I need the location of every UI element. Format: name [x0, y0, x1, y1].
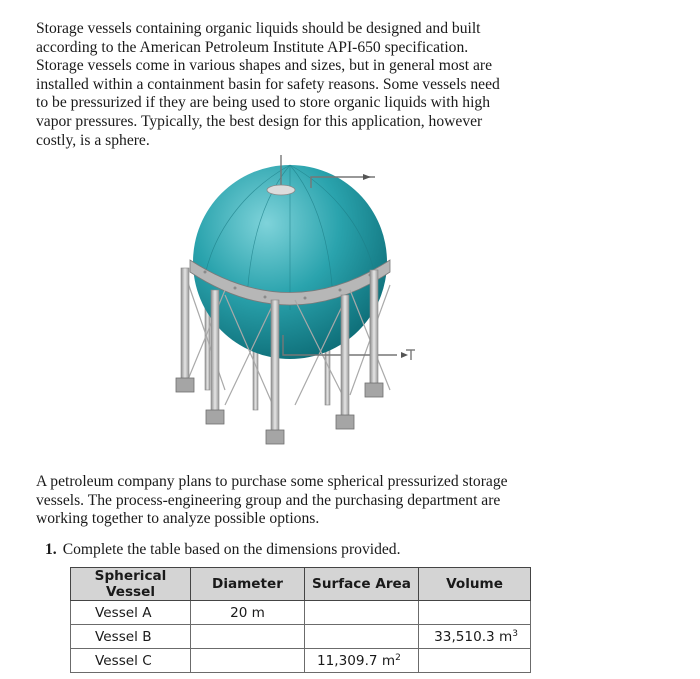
- intro-line: installed within a containment basin for safety reasons. Some vessels need: [36, 75, 500, 93]
- flow-arrow-icon: [363, 174, 371, 180]
- intro-line: costly, is a sphere.: [36, 131, 150, 149]
- cell-surface-area[interactable]: [305, 649, 419, 673]
- question: [45, 540, 401, 559]
- cell-diameter[interactable]: [191, 625, 305, 649]
- intro-line: according to the American Petroleum Institute API-650 specification.: [36, 38, 469, 56]
- cell-volume[interactable]: [419, 625, 531, 649]
- intro-line: to be pressurized if they are being used to store organic liquids with high: [36, 94, 490, 112]
- context-line: A petroleum company plans to purchase some spherical pressurized storage: [36, 473, 508, 490]
- context-line: working together to analyze possible options.: [36, 510, 320, 528]
- col-header-volume: Volume: [419, 568, 531, 601]
- context-line: vessels. The process-engineering group and the purchasing department are: [36, 491, 501, 509]
- cell-volume[interactable]: [419, 601, 531, 625]
- cell-vessel: Vessel C: [71, 649, 191, 673]
- question-number: 1.: [45, 541, 57, 558]
- spherical-storage-tank-illustration: [165, 150, 415, 450]
- cell-volume[interactable]: [419, 649, 531, 673]
- context-paragraph: [36, 473, 561, 529]
- cell-diameter[interactable]: 20 m: [191, 601, 305, 625]
- question-text: Complete the table based on the dimensions provided.: [62, 541, 401, 558]
- unit-exponent: 2: [395, 652, 401, 663]
- top-hatch: [267, 185, 295, 195]
- table-row: [71, 601, 531, 625]
- table-header-row: [71, 568, 531, 601]
- flow-arrow-icon: [401, 352, 408, 358]
- table-row: [71, 649, 531, 673]
- cell-diameter[interactable]: [191, 649, 305, 673]
- intro-line: Storage vessels come in various shapes and sizes, but in general most are: [36, 57, 492, 75]
- cell-value: 33,510.3 m: [434, 628, 513, 645]
- intro-line: Storage vessels containing organic liquids should be designed and built: [36, 20, 481, 37]
- col-header-diameter: Diameter: [191, 568, 305, 601]
- table-row: [71, 625, 531, 649]
- intro-line: vapor pressures. Typically, the best design for this application, however: [36, 112, 483, 130]
- unit-exponent: 3: [512, 628, 518, 639]
- vessel-table: [70, 567, 531, 673]
- col-header-vessel: Spherical Vessel: [71, 568, 191, 601]
- cell-surface-area[interactable]: [305, 601, 419, 625]
- cell-surface-area[interactable]: [305, 625, 419, 649]
- cell-vessel: Vessel A: [71, 601, 191, 625]
- cell-vessel: Vessel B: [71, 625, 191, 649]
- cell-value: 11,309.7 m: [317, 652, 396, 669]
- col-header-surface-area: Surface Area: [305, 568, 419, 601]
- intro-paragraph: [36, 20, 551, 150]
